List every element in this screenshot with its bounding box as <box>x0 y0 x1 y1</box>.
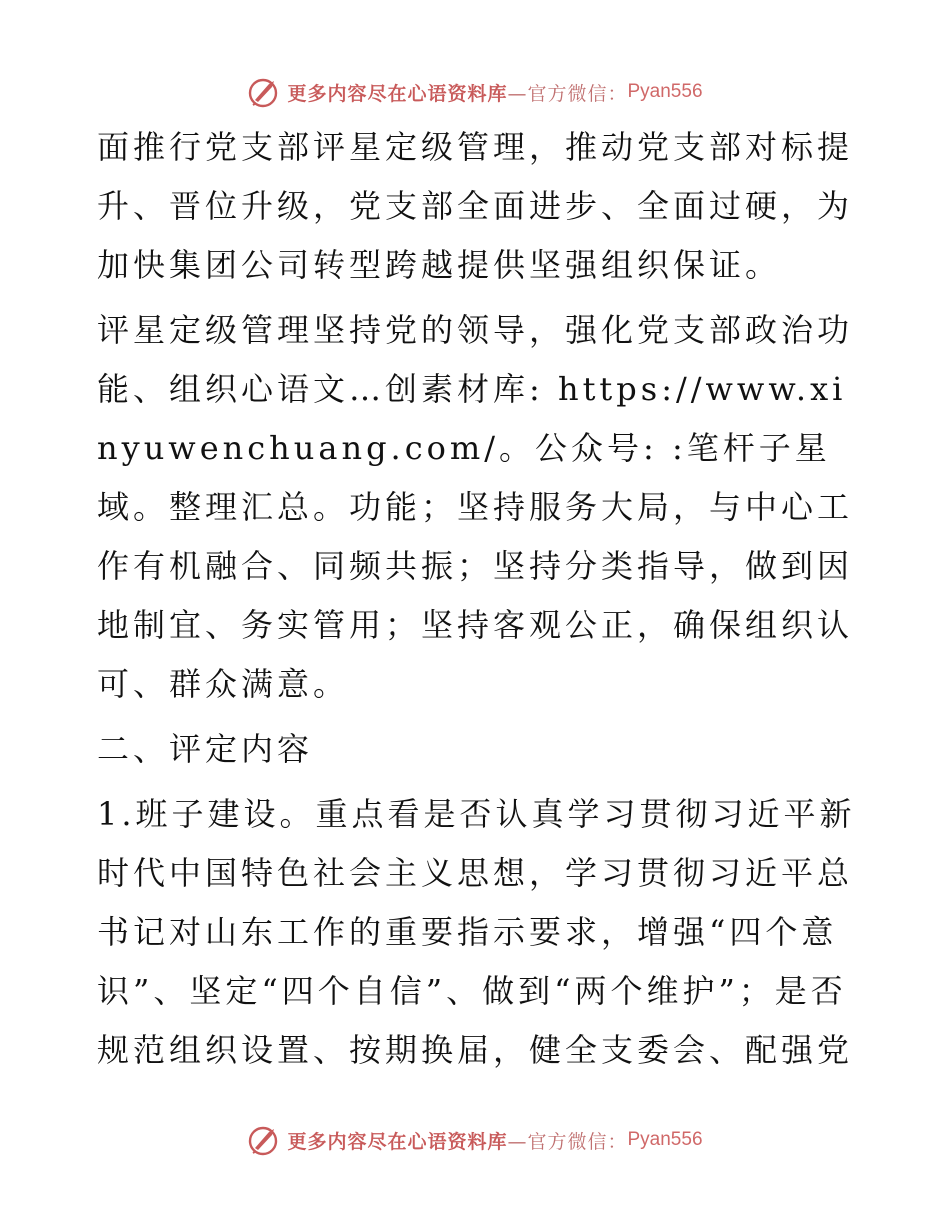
document-body <box>97 118 867 1080</box>
section-heading-evaluation-content: 二、评定内容 <box>97 730 314 768</box>
footer-watermark-banner <box>0 1118 950 1162</box>
banner-wechat-id: Pyan556 <box>627 1129 703 1150</box>
banner-main-text: 更多内容尽在心语资料库 <box>287 1130 508 1153</box>
banner-main-text: 更多内容尽在心语资料库 <box>287 82 508 105</box>
pen-logo-icon <box>247 1123 281 1157</box>
paragraph-intro-continuation: 面推行党支部评星定级管理，推动党支部对标提升、晋位升级，党支部全面进步、全面过硬，为加快集团公司转型跨越提供坚强组织保证。 <box>97 128 854 284</box>
banner-sub-text: —官方微信： <box>507 82 628 105</box>
paragraph-principles: 评星定级管理坚持党的领导，强化党支部政治功能、组织心语文…创素材库: https://www.xinyuwenchuang.com/。公众号: :笔杆子星域。整理汇总。功能；坚持服务大局，与中心工作有机融合、同频共振；坚持分类指导，做到因地制宜、务实管用；坚持客观公正，确保组织认可、群众满意。 <box>97 311 854 703</box>
banner-wechat-id: Pyan556 <box>627 81 703 102</box>
header-watermark-banner <box>0 70 950 114</box>
paragraph-team-building: 1.班子建设。重点看是否认真学习贯彻习近平新时代中国特色社会主义思想，学习贯彻习近平总书记对山东工作的重要指示要求，增强“四个意识”、坚定“四个自信”、做到“两个维护”；是否规范组织设置、按期换届，健全支委会、配强党 <box>97 795 856 1069</box>
banner-sub-text: —官方微信： <box>507 1130 628 1153</box>
pen-logo-icon <box>247 75 281 109</box>
